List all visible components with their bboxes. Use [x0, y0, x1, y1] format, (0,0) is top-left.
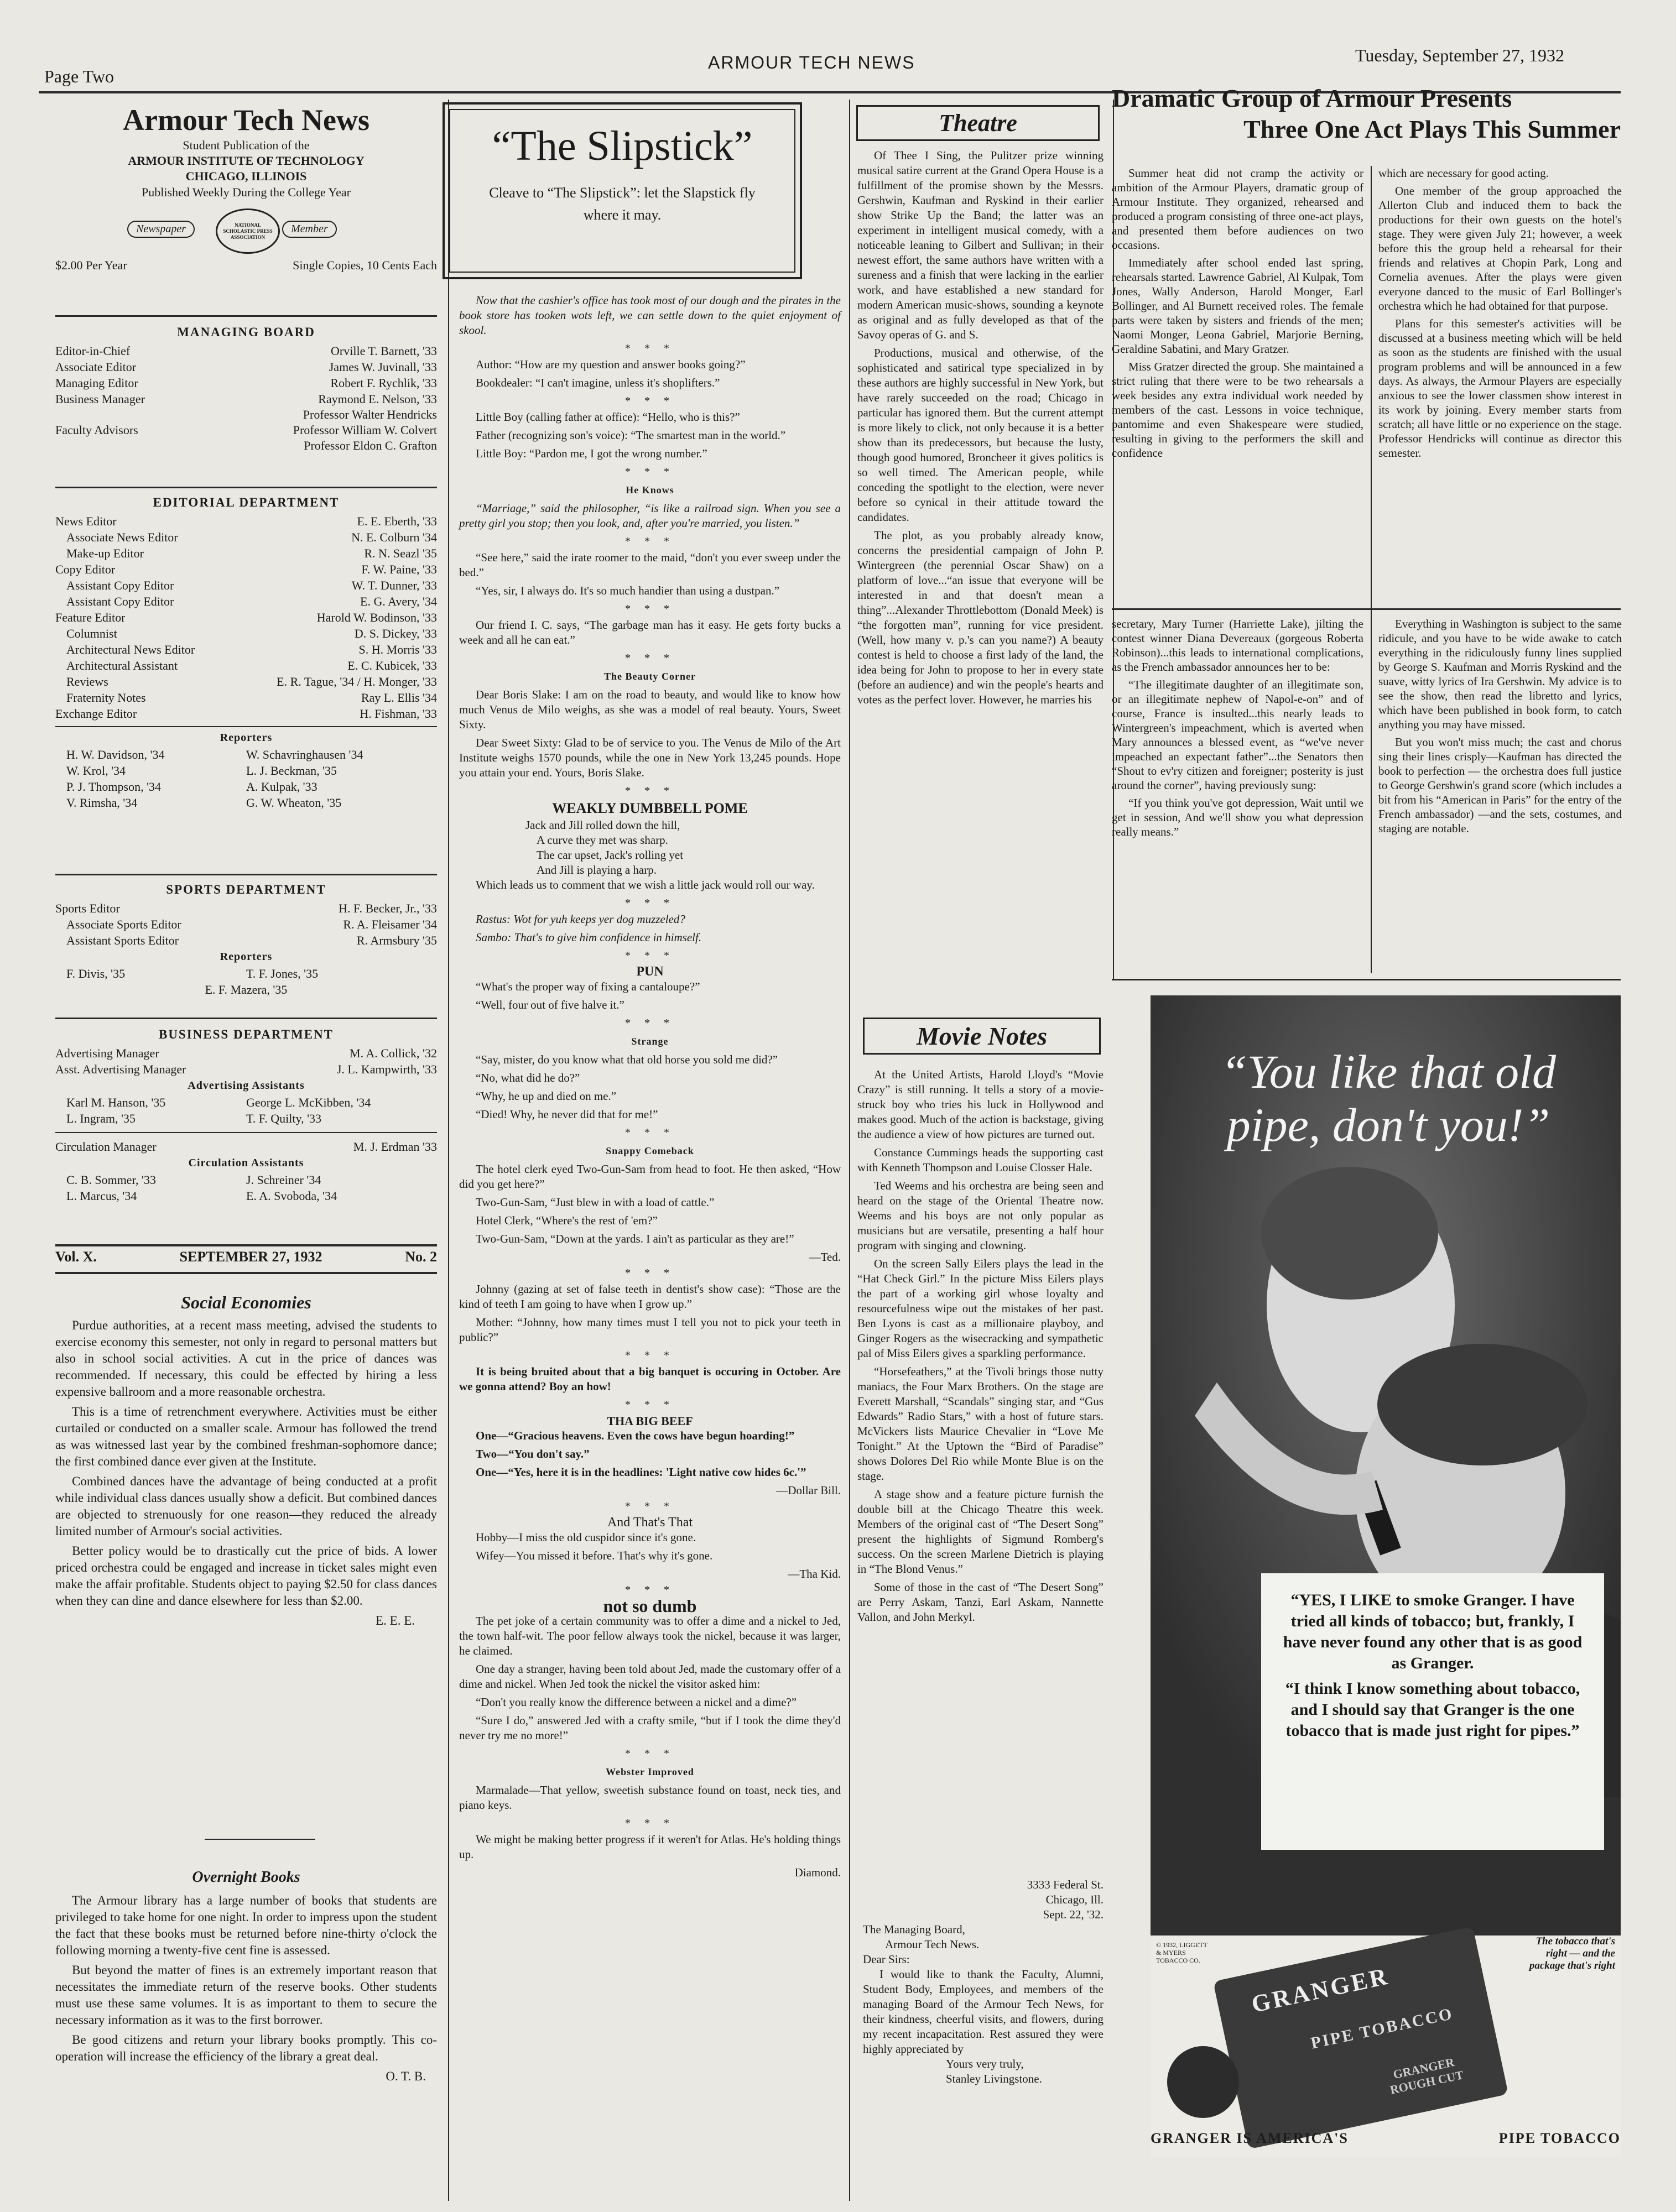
- slipstick-title: “The Slipstick”: [492, 123, 753, 169]
- editorial-row: News Editor E. E. Eberth, '33: [55, 514, 437, 528]
- joke-line: Bookdealer: “I can't imagine, unless it's shoplifters.”: [476, 376, 720, 389]
- theatre-heading: Theatre: [856, 105, 1100, 141]
- dramatic-p4: which are necessary for good acting.: [1378, 166, 1549, 180]
- business-row: Advertising Manager M. A. Collick, '32: [55, 1046, 437, 1060]
- editorial-row: Feature Editor Harold W. Bodinson, '33: [55, 611, 437, 624]
- joke-line: Dear Boris Slake: I am on the road to beauty, and would like to know how much Venus de Milo weighs, as she was a model of real beauty. Yours, Sweet Sixty.: [459, 688, 841, 731]
- theatre-cont-p1: secretary, Mary Turner (Harriette Lake), jilting the contest winner Diana Devereaux (gorgeous Roberta Robinson)...this leads to international complications, as the French ambassador announces her to be:: [1112, 617, 1363, 674]
- tobacco-pouch: [1213, 1926, 1508, 2149]
- joke-signature: —Ted.: [809, 1250, 841, 1264]
- board-row: Editor-in-Chief Orville T. Barnett, '33: [55, 344, 437, 358]
- badge-left: Newspaper: [127, 221, 195, 238]
- dramatic-p2: Immediately after school ended last spring, rehearsals started. Lawrence Gabriel, Al Kulpak, Tom Jones, Wally Anderson, Harold Monger, Earl Bollinger, and Al Burnett received roles. The female parts were taken by sisters and friends of the men; Naomi Monger, Leona Gabriel, Marjorie Berning, Geraldine Sabatini, and Mary Gratzer.: [1112, 256, 1363, 356]
- social-economies-article: [55, 1294, 437, 1629]
- editorial-rule: [55, 487, 437, 488]
- joke-heading: PUN: [636, 964, 664, 979]
- column-rule-1: [448, 100, 449, 2201]
- theatre-article: [857, 148, 1104, 711]
- slipstick-motto: Cleave to “The Slipstick”: let the Slapstick fly where it may.: [489, 185, 756, 223]
- joke-line: One—“Yes, here it is in the headlines: 'Light native cow hides 6c.'”: [476, 1465, 806, 1479]
- joke-line: “Well, four out of five halve it.”: [476, 998, 624, 1011]
- editorial-row: Exchange Editor H. Fishman, '33: [55, 707, 437, 721]
- board-row: Managing Editor Robert F. Rychlik, '33: [55, 376, 437, 390]
- joke-line: The hotel clerk eyed Two-Gun-Sam from head to foot. He then asked, “How did you get here?”: [459, 1162, 841, 1191]
- letter-to-editor: [863, 1877, 1104, 2086]
- board-row: Associate Editor James W. Juvinall, '33: [55, 360, 437, 374]
- movies-p5: “Horsefeathers,” at the Tivoli brings those nutty maniacs, the Four Marx Brothers. On the stage are Everett Marshall, “Scandals” singing star, and “Gus Edwards” Radio Stars,” with a host of future stars. McVickers lists Maurice Chevalier in “Love Me Tonight.” At the Uptown the “Bird of Paradise” shows Dolores Del Rio while Monte Blue is on the stage.: [857, 1365, 1104, 1483]
- advisor-name: Professor William W. Colvert: [293, 423, 437, 437]
- theatre-cont-p5: But you won't miss much; the cast and chorus sing their lines crisply—Kaufman has directed the book to perfection — the orchestra does full justice to George Gershwin's grand score (which includes a bit from his “American in Paris” for the entry of the French ambassador) —and the sets, costumes, and staging are notable.: [1378, 735, 1622, 835]
- woman-hair: [1261, 1167, 1438, 1300]
- joke-line: Wifey—You missed it before. That's why it's gone.: [476, 1549, 713, 1562]
- joke-line: One day a stranger, having been told about Jed, made the customary offer of a dime and nickel. When Jed took the nickel the visitor asked him:: [459, 1662, 841, 1691]
- circ-row: Circulation Manager M. J. Erdman '33: [55, 1140, 437, 1154]
- masthead-title: Armour Tech News: [122, 103, 369, 137]
- masthead-column: [55, 102, 437, 273]
- social-title: Social Economies: [181, 1292, 311, 1312]
- badge-right: Member: [282, 221, 337, 238]
- books-title: Overnight Books: [192, 1869, 300, 1886]
- letter-close: Yours very truly,: [946, 2057, 1024, 2070]
- books-p2: But beyond the matter of fines is an extremely important reason that necessitates the immediate return of the reserve books. Other students must use these same volumes. It is as important to them to secure the necessary information as it was to the first borrower.: [55, 1963, 437, 2027]
- joke-signature: —Tha Kid.: [788, 1567, 841, 1580]
- badge-seal: [216, 208, 280, 254]
- sports-row: Sports Editor H. F. Becker, Jr., '33: [55, 901, 437, 915]
- board-row: Business Manager Raymond E. Nelson, '33: [55, 392, 437, 406]
- joke-signature: —Dollar Bill.: [776, 1484, 841, 1497]
- editorial-row: Make-up Editor R. N. Seazl '35: [66, 546, 437, 560]
- movies-p2: Constance Cummings heads the supporting cast with Kenneth Thompson and Louise Closser Hale.: [857, 1146, 1104, 1174]
- joke-line: Author: “How are my question and answer books going?”: [476, 358, 746, 371]
- overnight-books-article: [55, 1869, 437, 2085]
- social-p4: Better policy would be to drastically cut the price of bids. A lower priced orchestra could be engaged and increase in ticket sales might even make the affair profitable. Students object to paying $2.50 for class dances when they can dine and dance elsewhere for less than $2.00.: [55, 1544, 437, 1608]
- letter-to: The Managing Board,: [863, 1923, 965, 1936]
- social-signature: E. E. E.: [376, 1614, 415, 1627]
- pouch-type: PIPE TOBACCO: [1309, 2004, 1455, 2053]
- ad-top-rule: [1112, 979, 1621, 980]
- joke-heading: THA BIG BEEF: [607, 1414, 693, 1428]
- joke-line: Little Boy (calling father at office): “Hello, who is this?”: [476, 410, 740, 424]
- theatre-p3: The plot, as you probably already know, concerns the presidential campaign of John P. Wintergreen (the perennial Oscar Shaw) on a platform of love...“an issue that everyone will be interested in and that doesn't mean a thing”...Alexander Throttlebottom (Donald Meek) is “the forgotten man”, running for vice president. (Well, how many v. p.'s can you name?) A beauty contest is held to choose a first lady of the land, the idea being for John to propose to her in every state (before an audience) and win the people's hearts and votes as the perfect lover. However, he marries his: [857, 529, 1104, 706]
- ad-footer-left: GRANGER IS AMERICA'S: [1151, 2130, 1349, 2146]
- movies-p7: Some of those in the cast of “The Desert Song” are Perry Askam, Tanzi, Earl Askam, Nannette Vallon, and John Merkyl.: [857, 1580, 1104, 1624]
- social-p1: Purdue authorities, at a recent mass meeting, advised the students to exercise economy this semester, not only in regard to personal matters but also in school social activities. A cut in the price of dances was recommended. If necessary, this could be effected by hiring a less expensive ballroom and a more reasonable orchestra.: [55, 1318, 437, 1399]
- pouch-cut: GRANGER ROUGH CUT: [1388, 2055, 1465, 2097]
- joke-line: The pet joke of a certain community was to offer a dime and a nickel to Jed, the town half-wit. The poor fellow always took the nickel, because it was larger, he claimed.: [459, 1614, 841, 1657]
- letter-address: 3333 Federal St. Chicago, Ill. Sept. 22, '32.: [1027, 1878, 1104, 1921]
- masthead-line3: CHICAGO, ILLINOIS: [185, 169, 307, 183]
- managing-board: [55, 321, 437, 453]
- badge-seal-text: NATIONAL SCHOLASTIC PRESS ASSOCIATION: [223, 222, 273, 240]
- editorial-row: Assistant Copy Editor W. T. Dunner, '33: [66, 578, 437, 592]
- masthead-line2: ARMOUR INSTITUTE OF TECHNOLOGY: [128, 154, 365, 168]
- dramatic-p3: Miss Gratzer directed the group. She maintained a strict ruling that there were to be two rehearsals a week besides any extra individual work needed by members of the cast. Lessons in voice technique, pantomime and even Shakespeare were studied, resulting in giving to the performers the skill and confidence: [1112, 360, 1363, 460]
- pome-verse: Jack and Jill rolled down the hill, A curve they met was sharp. The car upset, Jack's rolling yet And Jill is playing a harp.: [525, 818, 684, 877]
- dramatic-heading-line1: Dramatic Group of Armour Presents: [1112, 84, 1512, 112]
- sports-reporters: F. Divis, '35 T. F. Jones, '35: [66, 967, 319, 980]
- editorial-row: Architectural News Editor S. H. Morris '33: [66, 643, 437, 656]
- joke-heading: Strange: [631, 1036, 669, 1047]
- ad-quote1: “YES, I LIKE to smoke Granger. I have tried all kinds of tobacco; but, frankly, I have never found any other that is as good as Granger.: [1283, 1591, 1583, 1672]
- joke-line: Which leads us to comment that we wish a little jack would roll our way.: [476, 878, 815, 891]
- business-row: Asst. Advertising Manager J. L. Kampwirth, '33: [55, 1062, 437, 1076]
- joke-heading: And That's That: [607, 1515, 693, 1530]
- man-hair: [1377, 1344, 1587, 1465]
- column-rule-4: [1371, 166, 1372, 973]
- joke-heading: The Beauty Corner: [604, 671, 696, 682]
- volume-rule-bottom: [55, 1272, 437, 1274]
- editorial-row: Associate News Editor N. E. Colburn '34: [66, 530, 437, 544]
- letter-to: Armour Tech News.: [885, 1938, 980, 1951]
- business-heading: BUSINESS DEPARTMENT: [158, 1027, 334, 1041]
- books-p3: Be good citizens and return your library books promptly. This co-operation will increase the efficiency of the library a great deal.: [55, 2033, 437, 2063]
- letter-body: I would like to thank the Faculty, Alumni, Student Body, Employees, and members of the managing Board of the Armour Tech News, for their kindness, cheerful visits, and flowers, during my recent incapacitation. Rest assured they were highly appreciated by: [863, 1968, 1104, 2056]
- joke-line: “Died! Why, he never did that for me!”: [476, 1108, 658, 1121]
- movies-p6: A stage show and a feature picture furnish the double bill at the Chicago Theatre this week. Members of the original cast of “The Desert Song” present the highlights of Sigmund Romberg's success. On the screen Marlene Dietrich is playing in “The Blond Venus.”: [857, 1488, 1104, 1575]
- joke-line: Father (recognizing son's voice): “The smartest man in the world.”: [476, 429, 786, 442]
- letter-signature: Stanley Livingstone.: [946, 2072, 1042, 2085]
- ad-tagline: The tobacco that's right — and the package that's right: [1529, 1936, 1615, 1971]
- joke-line: “What's the proper way of fixing a cantaloupe?”: [476, 980, 700, 993]
- joke-line: “See here,” said the irate roomer to the maid, “don't you ever sweep under the bed.”: [459, 551, 841, 579]
- joke-line: Mother: “Johnny, how many times must I tell you not to pick your teeth in public?”: [459, 1316, 841, 1344]
- business-department: [55, 1023, 437, 1204]
- dramatic-p6: Plans for this semester's activities will be discussed at a business meeting which will be held as soon as the students are finished with the usual program problems and will be announced in a few days. As always, the Armour Players are especially anxious to see the lower classmen show interest in its work by joining. Every member starts from scratch; all have little or no experience on the stage. Professor Hendricks will continue as director this semester.: [1378, 317, 1622, 460]
- joke-line: Hotel Clerk, “Where's the rest of 'em?”: [476, 1214, 658, 1227]
- dramatic-col1: [1112, 166, 1363, 463]
- price-single: Single Copies, 10 Cents Each: [293, 258, 437, 272]
- reporters-list: H. W. Davidson, '34 W. Schavringhausen '34 W. Krol, '34 L. J. Beckman, '35 P. J. Thompson, '34 A. Kulpak, '33 V. Rimsha, '34 G. W. Wheaton, '35: [66, 748, 363, 810]
- sports-row: Assistant Sports Editor R. Armsbury '35: [66, 933, 437, 947]
- joke-line: “Marriage,” said the philosopher, “is like a railroad sign. When you see a pretty girl you stop; then you look, and, after you're married, you listen.”: [459, 502, 841, 530]
- circ-rule: [55, 1132, 437, 1133]
- volume-line: [55, 1249, 437, 1265]
- joke-line: Sambo: That's to give him confidence in himself.: [476, 931, 702, 944]
- editorial-row: Reviews E. R. Tague, '34 / H. Monger, '33: [66, 675, 437, 688]
- movies-p1: At the United Artists, Harold Lloyd's “Movie Crazy” is still running. It tells a story of a movie-struck boy who tries his luck in Hollywood and makes good. Much of the action is backstage, giving the audience a view of how pictures are turned out.: [857, 1068, 1104, 1141]
- joke-heading: Snappy Comeback: [606, 1145, 694, 1156]
- dramatic-col2: [1378, 166, 1622, 463]
- joke-line: We might be making better progress if it weren't for Atlas. He's holding things up.: [459, 1833, 841, 1861]
- sports-row: Associate Sports Editor R. A. Fleisamer '34: [66, 917, 437, 931]
- editorial-department: [55, 491, 437, 811]
- ad-footer-right: PIPE TOBACCO: [1498, 2130, 1621, 2146]
- joke-line: “No, what did he do?”: [476, 1071, 580, 1084]
- pipe-bowl-icon: [1167, 2046, 1239, 2118]
- price-line: [55, 258, 437, 273]
- movies-p4: On the screen Sally Eilers plays the lead in the “Hat Check Girl.” In the picture Miss Eilers plays the part of a working girl whose loyalty and resourcefulness wipe out the mistakes of her past. Ben Lyons is cast as a millionaire playboy, and Ginger Rogers as the wisecracking and sympathetic pal of Miss Eilers gives a sparkling performance.: [857, 1257, 1104, 1360]
- ad-footer: [1151, 2130, 1621, 2147]
- faculty-advisors-label: Faculty Advisors: [55, 423, 138, 437]
- joke-line: “Yes, sir, I always do. It's so much handier than using a dustpan.”: [476, 584, 780, 597]
- movie-notes-heading: Movie Notes: [863, 1018, 1101, 1055]
- theatre-p1: Of Thee I Sing, the Pulitzer prize winning musical satire current at the Grand Opera House is a fulfillment of the promise shown by the Messrs. Gershwin, Kaufman and Ryskind in their earlier show Strike Up the Band; the latter was an experiment in intelligent musical comedy, with a noticeable leaning to Gilbert and Sullivan; in their newest effort, the same authors have written with a sureness and a finish that were lacking in the earlier work, and have established a new standard for modern American music-shows, sounding a keynote as original and as fully developed as that of the Savoy operas of G. and S.: [857, 149, 1104, 341]
- theatre-cont-col1: [1112, 617, 1363, 842]
- managing-board-heading: MANAGING BOARD: [177, 325, 315, 339]
- theatre-cont-col2: [1378, 617, 1622, 839]
- volume-date: SEPTEMBER 27, 1932: [179, 1249, 322, 1265]
- letter-salutation: Dear Sirs:: [863, 1953, 910, 1966]
- dramatic-heading-line2: Three One Act Plays This Summer: [1243, 115, 1621, 143]
- joke-line: Dear Sweet Sixty: Glad to be of service to you. The Venus de Milo of the Art Institute weighs 1570 pounds, while the one in New York 13,245 pounds. Hope you attain your end. Yours, Boris Slake.: [459, 736, 841, 779]
- theatre-p2: Productions, musical and otherwise, of the sophisticated and satirical type specialized in by these authors are highly successful in New York, but have rarely succeeded on the road; Chicago in particular has ignored them. But the current attempt is more likely to click, not only because it is a better show than its predecessors, but because the lusty, though good humored, Broncheer it gives politics is so well timed. The American people, while conceding the spotlight to the election, were never before so cynical in their attitude toward the candidates.: [857, 346, 1104, 524]
- joke-signature: Diamond.: [794, 1866, 841, 1879]
- sports-rule: [55, 874, 437, 875]
- ad-headline: “You like that old pipe, don't you!”: [1220, 1045, 1557, 1151]
- joke-line: Our friend I. C. says, “The garbage man has it easy. He gets forty bucks a week and all he can eat.”: [459, 618, 841, 646]
- editorial-row: Copy Editor F. W. Paine, '33: [55, 562, 437, 576]
- ad-quote2: “I think I know something about tobacco, and I should say that Granger is the one tobacco that is made just right for pipes.”: [1285, 1679, 1580, 1740]
- joke-heading: not so dumb: [603, 1596, 697, 1616]
- sports-department: [55, 878, 437, 998]
- dramatic-p1: Summer heat did not cramp the activity or ambition of the Armour Players, dramatic group of Armour Institute. They organized, rehearsed and produced a program consisting of three one-act plays, and presented them before audiences on two occasions.: [1112, 166, 1363, 252]
- editorial-row: Assistant Copy Editor E. G. Avery, '34: [66, 594, 437, 608]
- joke-line: One—“Gracious heavens. Even the cows have begun hoarding!”: [476, 1429, 795, 1442]
- pome-heading: WEAKLY DUMBBELL POME: [552, 800, 748, 816]
- movie-notes-article: [857, 1067, 1104, 1628]
- granger-ad: [1151, 995, 1621, 1936]
- ad-lower: [1151, 1936, 1621, 2157]
- books-p1: The Armour library has a large number of books that students are privileged to take home for one night. In order to impress upon the student the fact that these books must be returned before nine-thirty o'clock the following morning a twenty-five cent fine is assessed.: [55, 1893, 437, 1957]
- slipstick-intro: Now that the cashier's office has took most of our dough and the pirates in the book store has tooken wots left, we can settle down to the quiet enjoyment of skool.: [459, 294, 841, 337]
- joke-line: “Why, he up and died on me.”: [476, 1089, 617, 1103]
- joke-line: Marmalade—That yellow, sweetish substance found on toast, neck ties, and piano keys.: [459, 1783, 841, 1812]
- sports-heading: SPORTS DEPARTMENT: [166, 883, 326, 896]
- reporters-rule: [55, 726, 437, 727]
- joke-line: Two—“You don't say.”: [476, 1447, 590, 1460]
- joke-heading: He Knows: [626, 484, 674, 495]
- volume-number: Vol. X.: [55, 1249, 97, 1265]
- pouch-brand: GRANGER: [1249, 1962, 1392, 2018]
- adv-assistants-heading: Advertising Assistants: [188, 1079, 305, 1092]
- joke-line: “Sure I do,” answered Jed with a crafty smile, “but if I took the dime they'd never try me no more!”: [459, 1714, 841, 1742]
- advisor-name: Professor Eldon C. Grafton: [304, 439, 437, 452]
- circ-assistants-heading: Circulation Assistants: [188, 1157, 304, 1169]
- movies-p3: Ted Weems and his orchestra are being seen and heard on the stage of the Oriental Theatre now. Weems and his boys are not only popular as musicians but are versatile, presenting a half hour program with singing and clowning.: [857, 1179, 1104, 1252]
- joke-line: Little Boy: “Pardon me, I got the wrong number.”: [476, 447, 707, 460]
- joke-heading: Webster Improved: [606, 1766, 694, 1777]
- editorial-row: Architectural Assistant E. C. Kubicek, '33: [66, 659, 437, 672]
- adv-assistants: Karl M. Hanson, '35 George L. McKibben, '34 L. Ingram, '35 T. F. Quilty, '33: [66, 1095, 371, 1125]
- theatre-cont-p4: Everything in Washington is subject to the same ridicule, and you have to be wide awake to catch everything in the ridiculously funny lines supplied by George S. Kaufman and Morris Ryskind and the suave, witty lyrics of Ira Gershwin. My advice is to see the show, then read the libretto and lyrics, which have been published in book form, to catch anything you may have missed.: [1378, 617, 1622, 731]
- advisor-name: Professor Walter Hendricks: [303, 408, 437, 421]
- social-p2: This is a time of retrenchment everywhere. Activities must be either curtailed or conducted on a smaller scale. Armour has followed the trend as was witnessed last year by the combined freshman-sophomore dance; the first combined dance ever given at the Institute.: [55, 1405, 437, 1468]
- joke-line: Rastus: Wot for yuh keeps yer dog muzzeled?: [476, 912, 685, 926]
- slipstick-column: Now that the cashier's office has took most of our dough and the pirates in the book store has tooken wots left, we can settle down to the quiet enjoyment of skool. * * * Author: “How are my question and answer books going?” Bookdealer: “I can't imagine, unless it's shoplifters.” * * * Little Boy (calling father at office): “Hello, who is this?” Father (recognizing son's voice): “The smartest man in the world.” Little Boy: “Pardon me, I got the wrong number.” * * * He Knows “Marriage,” said the philosopher, “is like a railroad sign. When you see a pretty girl you stop; then you look, and, after you're married, you listen.” * * * “See here,” said the irate roomer to the maid, “don't you ever sweep under the bed.” “Yes, sir, I always do. It's so much handier than using a dustpan.” * * * Our friend I. C. says, “The garbage man has it easy. He gets forty bucks a week and all he can eat.” * * * The Beauty Corner Dear Boris Slake: I am on the road to beauty, and would like to know how much Venus de Milo weighs, as she was a model of real beauty. Yours, Sweet Sixty. Dear Sweet Sixty: Glad to be of service to you. The Venus de Milo of the Art Institute weighs 1570 pounds, while the one in New York 13,245 pounds. Hope you attain your end. Yours, Boris Slake. * * * WEAKLY DUMBBELL POME Jack and Jill rolled down the hill, A curve they met was sharp. The car upset, Jack's rolling yet And Jill is playing a harp. Which leads us to comment that we wish a little jack would roll our way. * * * Rastus: Wot for yuh keeps yer dog muzzeled? Sambo: That's to give him confidence in himself. * * * PUN “What's the proper way of fixing a cantaloupe?” “Well, four out of five halve it.” * * * Strange “Say, mister, do you know what that old horse you sold me did?” “No, what did he do?” “Why, he up and died on me.” “Died! Why, he never did that for me!” * * * Snappy Comeback The hotel clerk eyed Two-Gun-Sam from head to foot. He then asked, “How did you get here?” Two-Gun-Sam, “Just blew in with a load of cattle.” Hotel Clerk, “Where's the rest of 'em?” Two-Gun-Sam, “Down at the yards. I ain't as particular as they are!” —Ted. * * * Johnny (gazing at set of false teeth in dentist's show case): “Those are the kind of teeth I am going to have when I grow up.” Mother: “Johnny, how many times must I tell you not to pick your teeth in public?” * * * It is being bruited about that a big banquet is occuring in October. Are we gonna attend? Boy an how! * * * THA BIG BEEF One—“Gracious heavens. Even the cows have begun hoarding!” Two—“You don't say.” One—“Yes, here it is in the headlines: 'Light native cow hides 6c.'” —Dollar Bill. * * * And That's That Hobby—I miss the old cuspidor since it's gone. Wifey—You missed it before. That's why it's gone. —Tha Kid. * * * not so dumb The pet joke of a certain community was to offer a dime and a nickel to Jed, the town half-wit. The poor fellow always took the nickel, because it was larger, he claimed. One day a stranger, having been told about Jed, made the customary offer of a dime and nickel. When Jed took the nickel the visitor asked him: “Don't you really know the difference between a nickel and a dime?” “Sure I do,” answered Jed with a crafty smile, “but if I took the dime they'd never try me no more!” * * * Webster Improved Marmalade—That yellow, sweetish substance found on toast, neck ties, and piano keys. * * * We might be making better progress if it weren't for Atlas. He's holding things up. Diamond.: [459, 294, 841, 1879]
- faculty-advisors: [55, 407, 437, 453]
- joke-line: “Don't you really know the difference between a nickel and a dime?”: [476, 1695, 797, 1709]
- books-divider: [205, 1839, 315, 1840]
- circ-assistants: C. B. Sommer, '33 J. Schreiner '34 L. Marcus, '34 E. A. Svoboda, '34: [66, 1173, 337, 1203]
- joke-line: It is being bruited about that a big banquet is occuring in October. Are we gonna attend? Boy an how!: [459, 1365, 841, 1393]
- joke-line: Two-Gun-Sam, “Down at the yards. I ain't as particular as they are!”: [476, 1232, 794, 1245]
- editorial-row: Columnist D. S. Dickey, '33: [66, 627, 437, 640]
- books-signature: O. T. B.: [386, 2069, 426, 2083]
- business-rule: [55, 1018, 437, 1019]
- joke-line: Two-Gun-Sam, “Just blew in with a load of cattle.”: [476, 1196, 715, 1209]
- press-badge: [55, 208, 437, 253]
- slipstick-box: [443, 102, 802, 279]
- dramatic-bottom-rule: [1112, 608, 1621, 610]
- masthead-line4: Published Weekly During the College Year: [142, 185, 351, 199]
- column-rule-2: [849, 100, 850, 2201]
- editorial-heading: EDITORIAL DEPARTMENT: [153, 495, 340, 509]
- issue-date: Tuesday, September 27, 1932: [1355, 45, 1565, 65]
- editorial-row: Fraternity Notes Ray L. Ellis '34: [66, 691, 437, 705]
- joke-line: “Say, mister, do you know what that old horse you sold me did?”: [476, 1053, 778, 1066]
- issue-number: No. 2: [405, 1249, 437, 1265]
- masthead-line1: Student Publication of the: [183, 138, 310, 152]
- theatre-cont-p3: “If you think you've got depression, Wait until we get in session, And we'll show you what depression really means.”: [1112, 796, 1363, 838]
- sports-reporter-single: E. F. Mazera, '35: [205, 983, 288, 997]
- reporters-heading: Reporters: [220, 732, 273, 744]
- page-label: Page Two: [44, 66, 114, 86]
- theatre-cont-p2: “The illegitimate daughter of an illegitimate son, or an illegitimate nephew of Napol-e-on” and of course, France is insulted...this nearly leads to Wintergreen's impeachment, which is averted when Mary announces a blessed event, as “we've never impeached an expectant father”...the Senators then “Shout to ev'ry citizen and foreigner; posterity is just around the corner”, having previously sung:: [1112, 678, 1363, 792]
- ad-quote-box: [1261, 1573, 1604, 1850]
- volume-rule-top: [55, 1244, 437, 1246]
- joke-line: Johnny (gazing at set of false teeth in dentist's show case): “Those are the kind of teeth I am going to have when I grow up.”: [459, 1282, 841, 1311]
- social-p3: Combined dances have the advantage of being conducted at a profit while individual class dances usually show a deficit. But combined dances are objected to strenuously for one reason—they reduced the already limited number of Armour's social activities.: [55, 1474, 437, 1538]
- price-year: $2.00 Per Year: [55, 258, 127, 272]
- dramatic-heading: [1112, 83, 1621, 145]
- dramatic-p5: One member of the group approached the Allerton Club and induced them to back the productions for their own guests on the hotel's stage. They were given July 21; however, a week before this the group held a rehearsal for their friends and relatives at Chopin Park, Long and Cornelia avenues. After the plays were given everyone danced to the music of Earl Bollinger's orchestra which he had obtained for that purpose.: [1378, 184, 1622, 312]
- board-rule-top: [55, 315, 437, 317]
- sports-reporters-heading: Reporters: [220, 951, 273, 963]
- joke-line: Hobby—I miss the old cuspidor since it's gone.: [476, 1531, 696, 1544]
- paper-name: ARMOUR TECH NEWS: [708, 53, 915, 72]
- ad-copyright: © 1932, LIGGETT & MYERS TOBACCO CO.: [1156, 1941, 1207, 1964]
